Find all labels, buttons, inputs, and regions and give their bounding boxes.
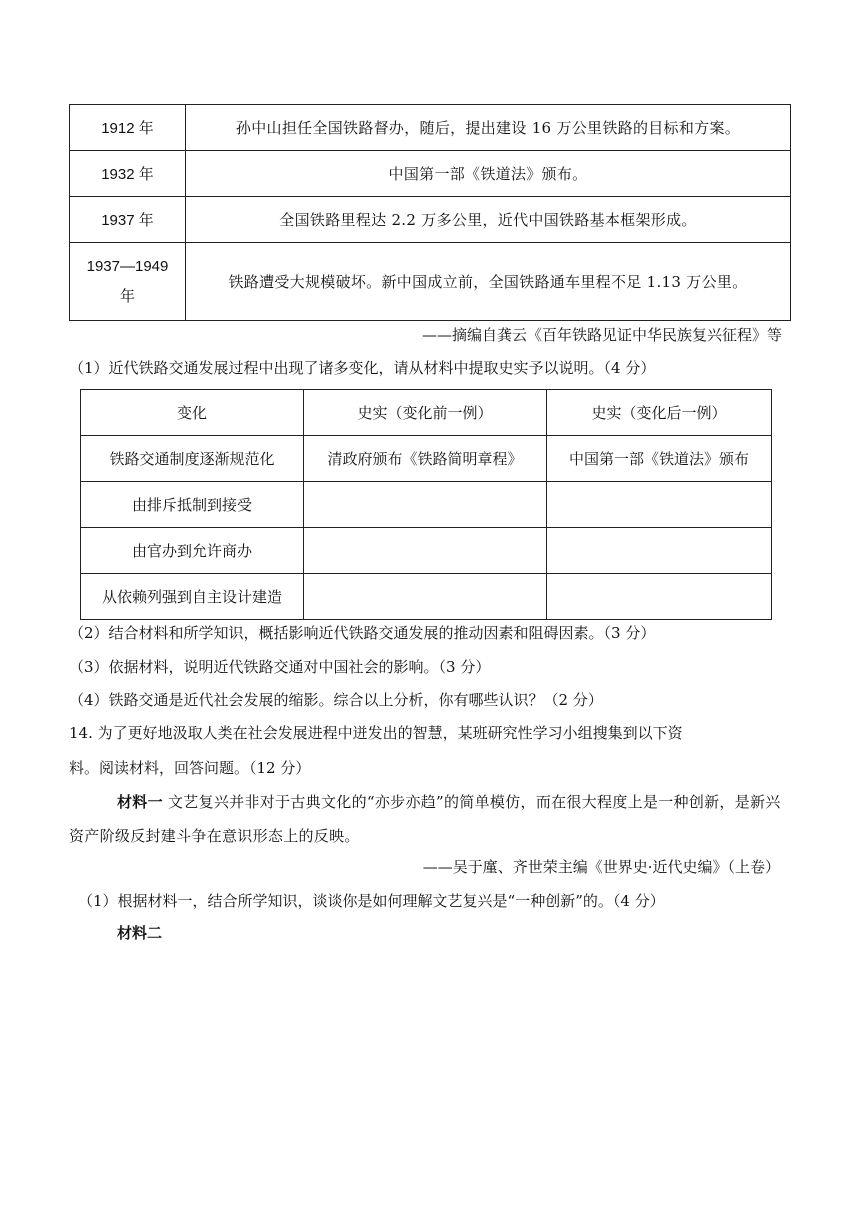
source-citation-2: ——吴于廑、齐世荣主编《世界史·近代史编》（上卷）	[422, 858, 780, 876]
change-table	[80, 389, 772, 620]
event-cell: 全国铁路里程达 2.2 万多公里，近代中国铁路基本框架形成。	[186, 197, 791, 243]
material-1-label: 材料一	[117, 793, 163, 811]
table-row	[81, 528, 772, 574]
table-row	[70, 197, 791, 243]
material-1-text: 文艺复兴并非对于古典文化的“亦步亦趋”的简单模仿，而在很大程度上是一种创新，是新兴资产阶级反封建斗争在意识形态上的反映。	[69, 793, 781, 845]
question-1: （1）近代铁路交通发展过程中出现了诸多变化，请从材料中提取史实予以说明。（4 分）	[69, 359, 656, 377]
year-cell: 1932 年	[70, 151, 186, 197]
railway-timeline-table	[69, 104, 791, 321]
material-1-paragraph	[69, 785, 789, 853]
header-cell: 史实（变化后一例）	[547, 390, 772, 436]
change-cell: 由官办到允许商办	[81, 528, 304, 574]
year-line-1: 1937—1949	[86, 257, 169, 275]
after-answer-cell[interactable]	[547, 574, 772, 620]
change-cell: 从依赖列强到自主设计建造	[81, 574, 304, 620]
question-2: （2）结合材料和所学知识，概括影响近代铁路交通发展的推动因素和阻碍因素。（3 分）	[69, 624, 656, 642]
after-cell: 中国第一部《铁道法》颁布	[547, 436, 772, 482]
event-cell: 孙中山担任全国铁路督办，随后，提出建设 16 万公里铁路的目标和方案。	[186, 105, 791, 151]
event-cell: 中国第一部《铁道法》颁布。	[186, 151, 791, 197]
table-row	[70, 243, 791, 321]
after-answer-cell[interactable]	[547, 482, 772, 528]
question-4: （4）铁路交通是近代社会发展的缩影。综合以上分析，你有哪些认识？（2 分）	[69, 691, 603, 709]
event-cell: 铁路遭受大规模破坏。新中国成立前，全国铁路通车里程不足 1.13 万公里。	[186, 243, 791, 321]
change-cell: 铁路交通制度逐渐规范化	[81, 436, 304, 482]
year-cell: 1937 年	[70, 197, 186, 243]
header-cell: 史实（变化前一例）	[304, 390, 547, 436]
table-row	[81, 482, 772, 528]
material-2-label: 材料二	[117, 924, 163, 942]
before-answer-cell[interactable]	[304, 574, 547, 620]
table-row	[70, 151, 791, 197]
before-answer-cell[interactable]	[304, 482, 547, 528]
question-14-1: （1）根据材料一，结合所学知识，谈谈你是如何理解文艺复兴是“一种创新”的。（4 分）	[78, 892, 665, 910]
year-cell: 1912 年	[70, 105, 186, 151]
change-cell: 由排斥抵制到接受	[81, 482, 304, 528]
question-3: （3）依据材料，说明近代铁路交通对中国社会的影响。（3 分）	[69, 658, 491, 676]
source-citation: ——摘编自龚云《百年铁路见证中华民族复兴征程》等	[421, 326, 782, 344]
before-cell: 清政府颁布《铁路简明章程》	[304, 436, 547, 482]
header-cell: 变化	[81, 390, 304, 436]
question-14-intro-line-1: 14. 为了更好地汲取人类在社会发展进程中迸发出的智慧，某班研究性学习小组搜集到以下资	[69, 724, 683, 742]
question-14-intro-line-2: 料。阅读材料，回答问题。（12 分）	[69, 759, 311, 777]
table-row	[81, 436, 772, 482]
before-answer-cell[interactable]	[304, 528, 547, 574]
after-answer-cell[interactable]	[547, 528, 772, 574]
table-row	[70, 105, 791, 151]
year-cell	[70, 243, 186, 321]
year-line-2: 年	[119, 287, 135, 305]
table-header-row	[81, 390, 772, 436]
table-row	[81, 574, 772, 620]
